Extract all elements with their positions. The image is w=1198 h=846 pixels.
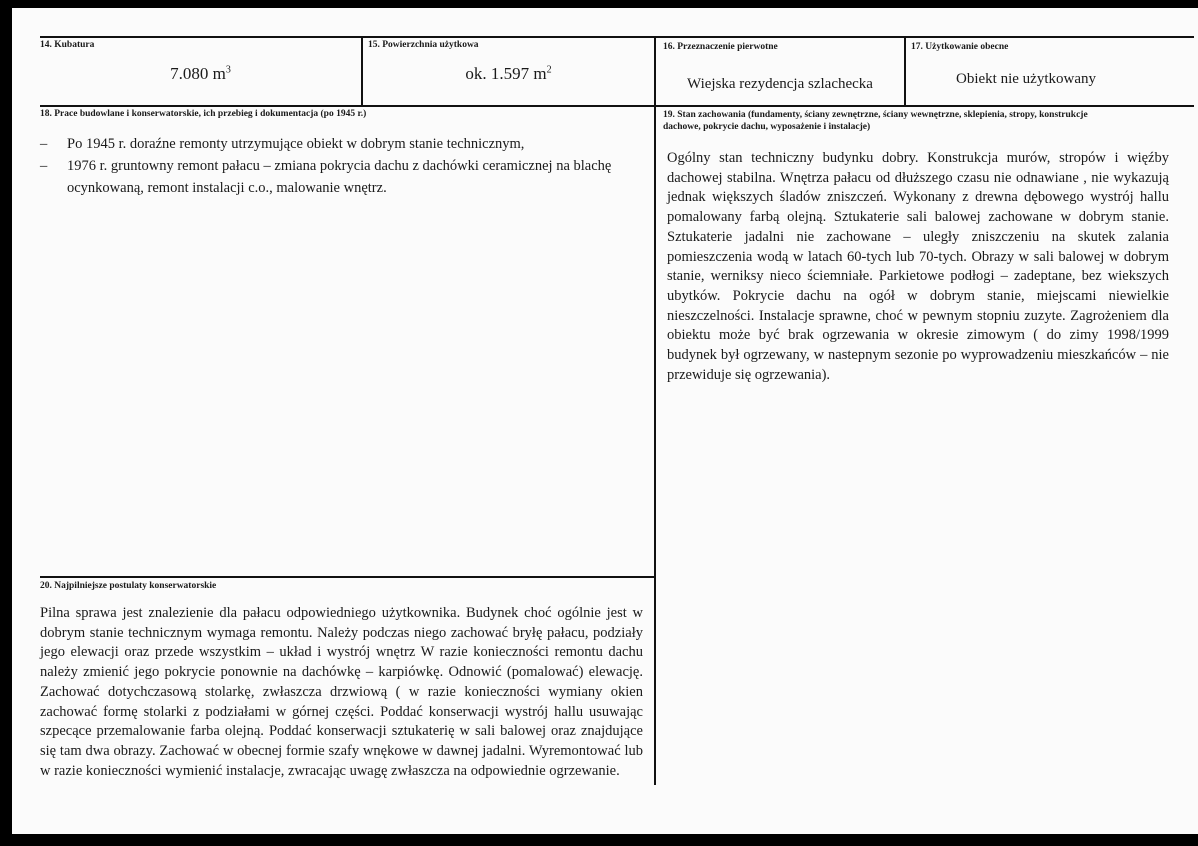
document-sheet bbox=[12, 8, 1198, 834]
field-20-text: Pilna sprawa jest znalezienie dla pałacu odpowiedniego użytkownika. Budynek choć ogólnie jest w dobrym stanie technicznym wymaga remontu. Należy podczas niego zachować bryłę pałacu, podziały jego elewacji oraz przede wszystkim – układ i wystrój wnętrz W razie konieczności remontu dachu należy zmienić jego pokrycie ponownie na dachówkę – karpiówkę. Odnowić (pomalować) elewację. Zachować dotychczasową stolarkę, zwłaszcza drzwiową ( w razie konieczności wymiany okien zachować formę stolarki z podziałami w górnej części. Poddać konserwacji wystrój hallu usuwając szpecące przemalowanie farba olejną. Poddać konserwacji sztukaterię w sali balowej oraz znajdujące się tam dwa obrazy. Zachować w obecnej formie szafy wnękowe w dawnej jadalni. Wyremontować lub w razie konieczności wymienić instalacje, zwracając uwagę zwłaszcza na odpowiednie ogrzewanie. bbox=[40, 605, 643, 779]
list-item-text: Po 1945 r. doraźne remonty utrzymujące obiekt w dobrym stanie technicznym, bbox=[67, 136, 525, 152]
field-14-unit-sup: 3 bbox=[225, 64, 231, 76]
field-14-number: 7.080 m bbox=[170, 64, 226, 83]
field-15-value bbox=[363, 64, 654, 84]
field-15-number: ok. 1.597 m bbox=[465, 64, 547, 83]
field-19-text: Ogólny stan techniczny budynku dobry. Konstrukcja murów, stropów i więźby dachowej stabilna. Wnętrza pałacu od dłuższego czasu nie odnawiane , nie wykazują jednak większych śladów zniszczeń. Wykonany z drewna dębowego wystrój hallu pomalowany farbą olejną. Sztukaterie sali balowej zachowane w dobrym stanie. Sztukaterie jadalni nie zachowane – uległy zniszczeniu na skutek zalania pomieszczenia wodą w latach 60-tych lub 70-tych. Obrazy w sali balowej w dobrym stanie, werniksy nieco ściemniałe. Parkietowe podłogi – zadeptane, bez wiekszych ubytków. Pokrycie dachu na ogół w dobrym stanie, miejscami niewielkie nieszczelności. Instalacje sprawne, choć w pewnym stopniu zuzyte. Zagrożeniem dla obiektu może być brak ogrzewania w okresie zimowym ( do zimy 1998/1999 budynek był ogrzewany, w nastepnym sezonie po wyprowadzeniu mieszkańców – nie przewiduje się ogrzewania). bbox=[667, 150, 1169, 383]
field-17-value: Obiekt nie użytkowany bbox=[956, 71, 1096, 87]
field-18-content bbox=[40, 133, 650, 199]
field-18-label: 18. Prace budowlane i konserwatorskie, ich przebieg i dokumentacja (po 1945 r.) bbox=[40, 109, 367, 119]
bullet-dash: – bbox=[40, 158, 48, 174]
field-19-label-line2: dachowe, pokrycie dachu, wyposażenie i instalacje) bbox=[663, 122, 871, 132]
field-17-label: 17. Użytkowanie obecne bbox=[911, 42, 1009, 52]
field-16-label: 16. Przeznaczenie pierwotne bbox=[663, 42, 778, 52]
field-18-list bbox=[40, 133, 650, 199]
field-15-label: 15. Powierzchnia użytkowa bbox=[368, 40, 479, 50]
row1-bottom-rule bbox=[40, 105, 1194, 107]
field-19-label-line1: 19. Stan zachowania (fundamenty, ściany zewnętrzne, ściany wewnętrzne, sklepienia, stropy, konstrukcje bbox=[663, 110, 1088, 120]
divider-center bbox=[654, 36, 656, 785]
bullet-dash: – bbox=[40, 136, 48, 152]
field-14-value bbox=[40, 64, 361, 84]
list-item bbox=[40, 155, 650, 199]
field-15-unit-sup: 2 bbox=[546, 64, 552, 76]
field-16-value: Wiejska rezydencja szlachecka bbox=[687, 76, 873, 92]
divider-18-20 bbox=[40, 576, 656, 578]
field-20-label: 20. Najpilniejsze postulaty konserwatorskie bbox=[40, 581, 217, 591]
top-rule bbox=[40, 36, 1194, 38]
field-14-label: 14. Kubatura bbox=[40, 40, 95, 50]
list-item bbox=[40, 133, 650, 155]
list-item-text: 1976 r. gruntowny remont pałacu – zmiana pokrycia dachu z dachówki ceramicznej na blachę ocynkowaną, remont instalacji c.o., malowanie wnętrz. bbox=[67, 158, 612, 196]
